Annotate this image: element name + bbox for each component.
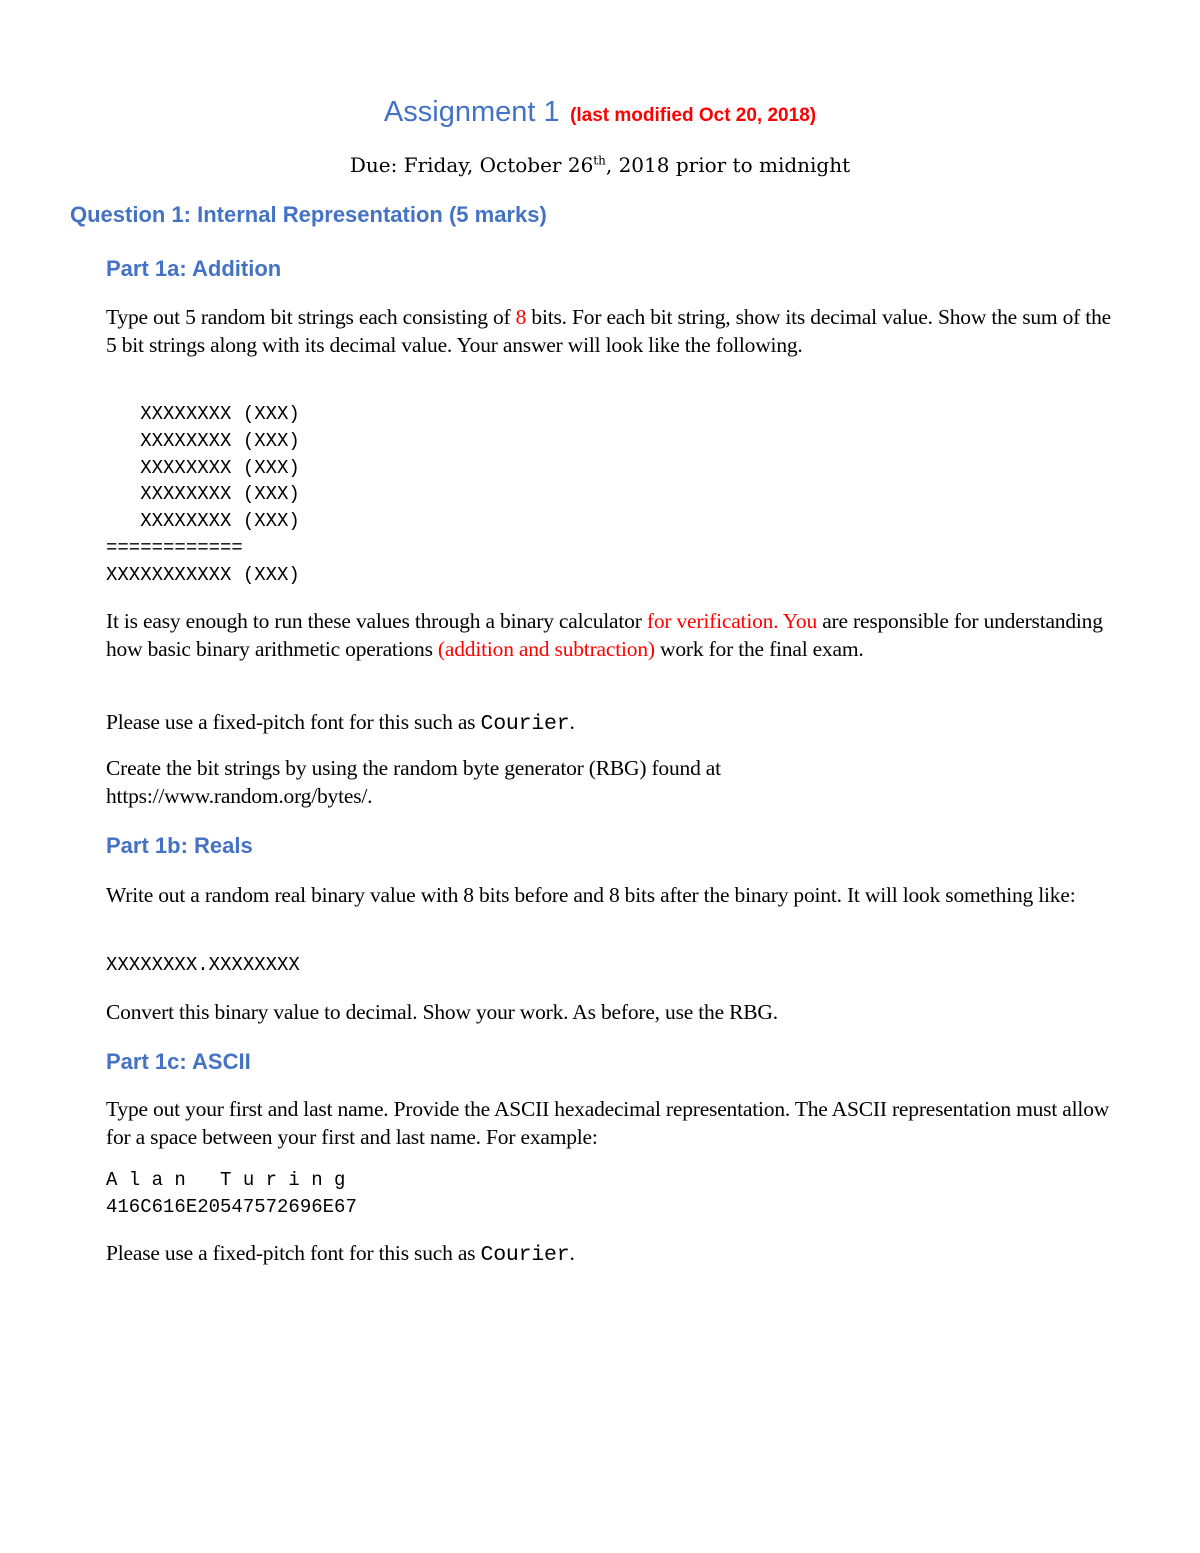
- part1c-example-block: [106, 1167, 357, 1221]
- font-note-courier: Courier: [480, 712, 570, 736]
- question1-heading: Question 1: Internal Representation (5 marks): [70, 202, 547, 227]
- verify-text-3: work for the final exam.: [654, 636, 864, 661]
- part1a-intro-after: bits. For each bit string, show its decimal value. Show the sum of the 5 bit strings along with its decimal value. Your answer will look like the following.: [106, 305, 1111, 357]
- verify-text-2: are responsible for understanding how basic binary arithmetic operations: [106, 609, 1103, 661]
- code-line: XXXXXXXX (XXX): [106, 456, 300, 479]
- code-separator: ============: [106, 536, 243, 559]
- part1a-intro-highlight: 8: [515, 305, 527, 329]
- font-note-after: .: [569, 1241, 575, 1265]
- part1a-verify: [106, 608, 1126, 663]
- code-line: XXXXXXXX (XXX): [106, 483, 300, 506]
- part1a-heading: Part 1a: Addition: [106, 256, 282, 281]
- font-note-courier: Courier: [480, 1243, 570, 1267]
- code-line: XXXXXXXX (XXX): [106, 510, 300, 533]
- part1c-font-note: [106, 1240, 1126, 1270]
- due-sup: th: [593, 153, 606, 168]
- example-hex: 416C616E20547572696E67: [106, 1195, 357, 1218]
- due-after: , 2018 prior to midnight: [605, 153, 851, 177]
- part1a-intro: [106, 304, 1126, 359]
- part1a-rbg-note: Create the bit strings by using the random byte generator (RBG) found at https://www.random.org/bytes/.: [106, 756, 721, 808]
- title-main: Assignment 1: [383, 96, 560, 128]
- part1a-code-block: [106, 401, 300, 589]
- part1c-heading: Part 1c: ASCII: [106, 1049, 251, 1074]
- font-note-after: .: [569, 710, 575, 734]
- due-date: [0, 153, 1200, 177]
- code-line: XXXXXXXX (XXX): [106, 403, 300, 425]
- part1b-heading: Part 1b: Reals: [106, 833, 253, 858]
- code-sum-line: XXXXXXXXXXX (XXX): [106, 563, 300, 586]
- title-modified: (last modified Oct 20, 2018): [570, 105, 817, 126]
- code-line: XXXXXXXX (XXX): [106, 429, 300, 452]
- document-title: [0, 96, 1200, 129]
- part1b-intro: Write out a random real binary value with 8 bits before and 8 bits after the binary point. It will look something like:: [106, 883, 1076, 907]
- verify-red-2: (addition and subtraction): [437, 636, 655, 661]
- due-before: Due: Friday, October 26: [349, 153, 594, 177]
- font-note-before: Please use a fixed-pitch font for this such as: [106, 710, 481, 734]
- part1a-font-note: [106, 709, 1126, 739]
- part1b-example: XXXXXXXX.XXXXXXXX: [106, 954, 300, 976]
- verify-red-1: for verification. You: [646, 609, 818, 633]
- font-note-before: Please use a fixed-pitch font for this such as: [106, 1241, 481, 1265]
- part1b-convert: Convert this binary value to decimal. Show your work. As before, use the RBG.: [106, 1000, 778, 1024]
- example-name: A l a n T u r i n g: [106, 1169, 346, 1191]
- part1c-intro: Type out your first and last name. Provide the ASCII hexadecimal representation. The ASCII representation must allow for a space between your first and last name. For example:: [106, 1097, 1110, 1149]
- part1a-intro-before: Type out 5 random bit strings each consisting of: [106, 305, 516, 329]
- verify-text-1: It is easy enough to run these values through a binary calculator: [106, 609, 647, 633]
